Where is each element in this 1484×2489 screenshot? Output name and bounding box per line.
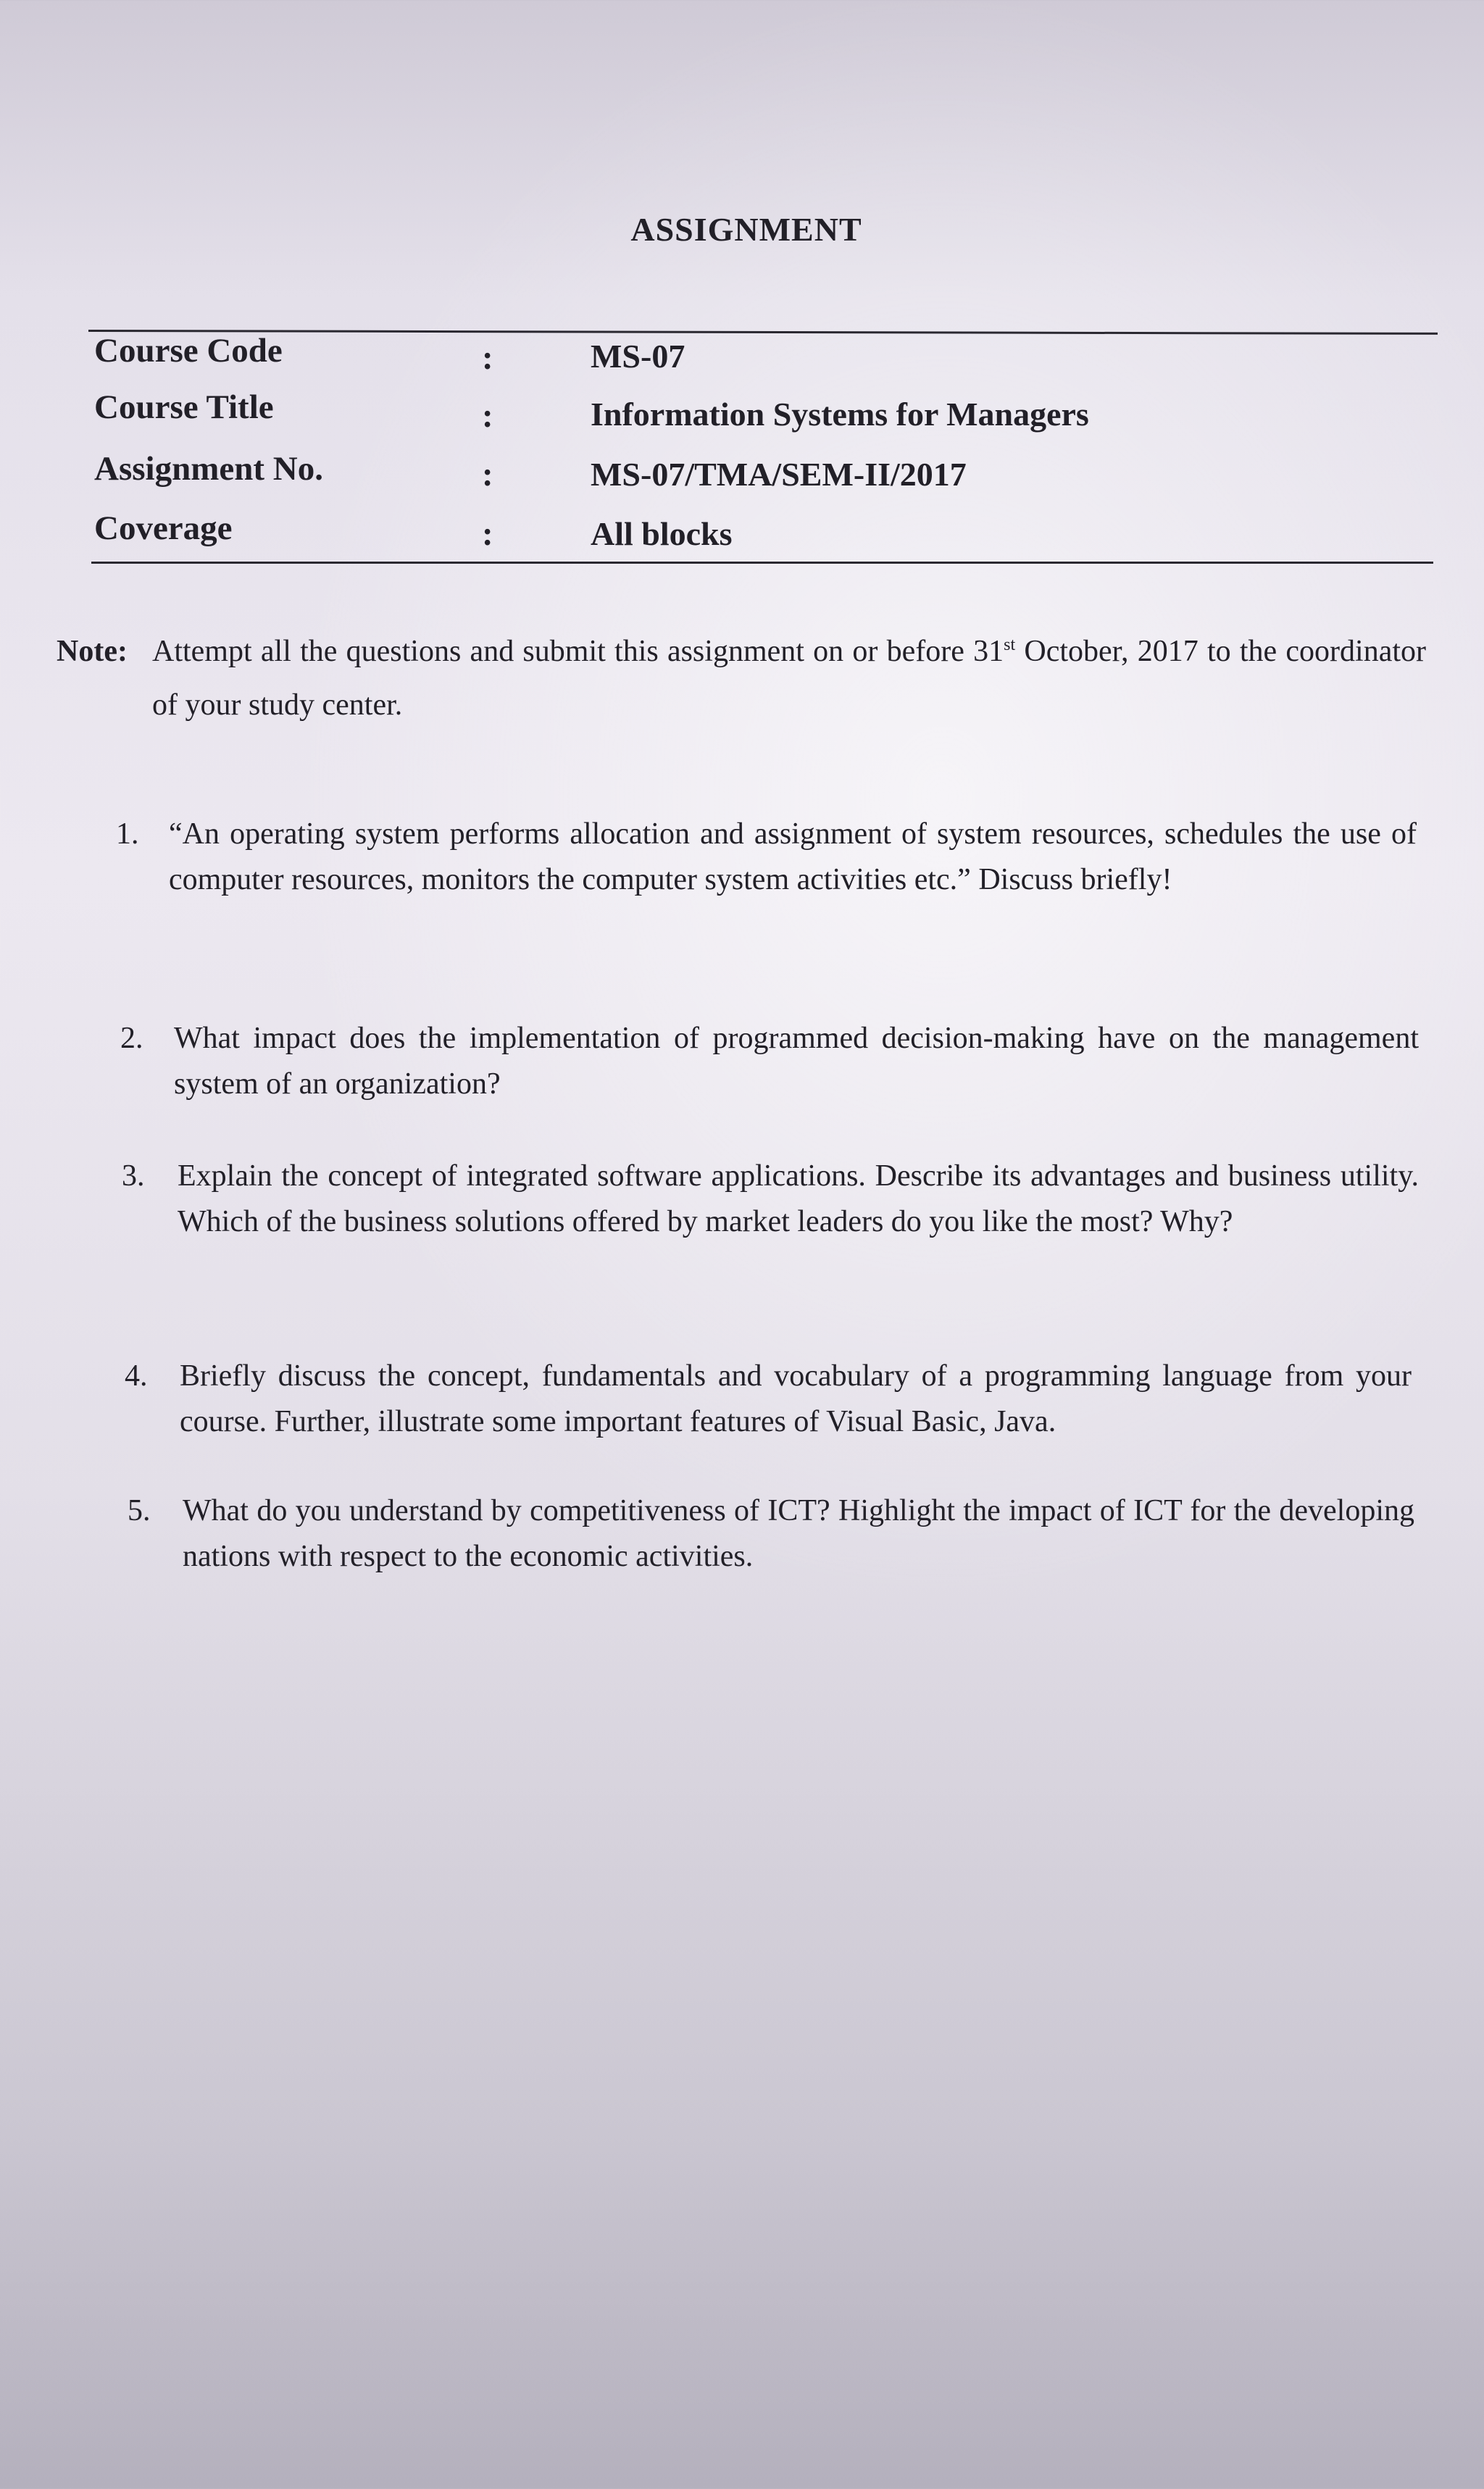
info-row-assignment-no (0, 449, 1484, 500)
note-block (57, 625, 1426, 722)
note-label: Note: (57, 635, 128, 668)
note-text-after: October, 2017 to the coordinator of your study center. (152, 635, 1426, 722)
question-text: Briefly discuss the concept, fundamentals and vocabulary of a programming language from your course. Further, illustrate some important features of Visual Basic, Java. (180, 1359, 1412, 1438)
question-text: What impact does the implementation of programmed decision-making have on the management system of an organization? (174, 1022, 1419, 1101)
info-value: Information Systems for Managers (591, 396, 1089, 433)
table-bottom-rule (91, 562, 1433, 564)
question-text: Explain the concept of integrated software applications. Describe its advantages and business utility. Which of the business solutions offered by market leaders do you like the most? Why? (178, 1159, 1419, 1238)
page-title: ASSIGNMENT (630, 211, 862, 248)
info-row-course-code (0, 330, 1484, 380)
info-value: All blocks (591, 515, 733, 552)
info-value: MS-07 (591, 338, 685, 375)
question-text: What do you understand by competitiveness of ICT? Highlight the impact of ICT for the developing nations with respect to the economic activities. (183, 1494, 1414, 1573)
note-date-suffix: st (1004, 635, 1016, 654)
info-label: Assignment No. (94, 450, 323, 488)
info-row-coverage (0, 509, 1484, 559)
info-colon: : (482, 339, 493, 377)
info-colon: : (482, 397, 493, 435)
question-number: 2. (120, 1022, 143, 1055)
info-value: MS-07/TMA/SEM-II/2017 (591, 456, 967, 493)
info-label: Course Code (94, 332, 283, 370)
info-colon: : (482, 456, 493, 493)
note-text-before: Attempt all the questions and submit this assignment on or before 31 (152, 635, 1004, 668)
question-number: 4. (125, 1359, 148, 1393)
question-text: “An operating system performs allocation and assignment of system resources, schedules the use of computer resources, monitors the computer system activities etc.” Discuss briefly! (169, 817, 1417, 896)
info-row-course-title (0, 388, 1484, 438)
question-number: 5. (128, 1494, 151, 1527)
info-label: Course Title (94, 388, 274, 426)
question-number: 3. (122, 1159, 145, 1193)
info-colon: : (482, 515, 493, 553)
note-text (152, 625, 1426, 732)
question-number: 1. (116, 817, 139, 851)
info-label: Coverage (94, 509, 233, 547)
